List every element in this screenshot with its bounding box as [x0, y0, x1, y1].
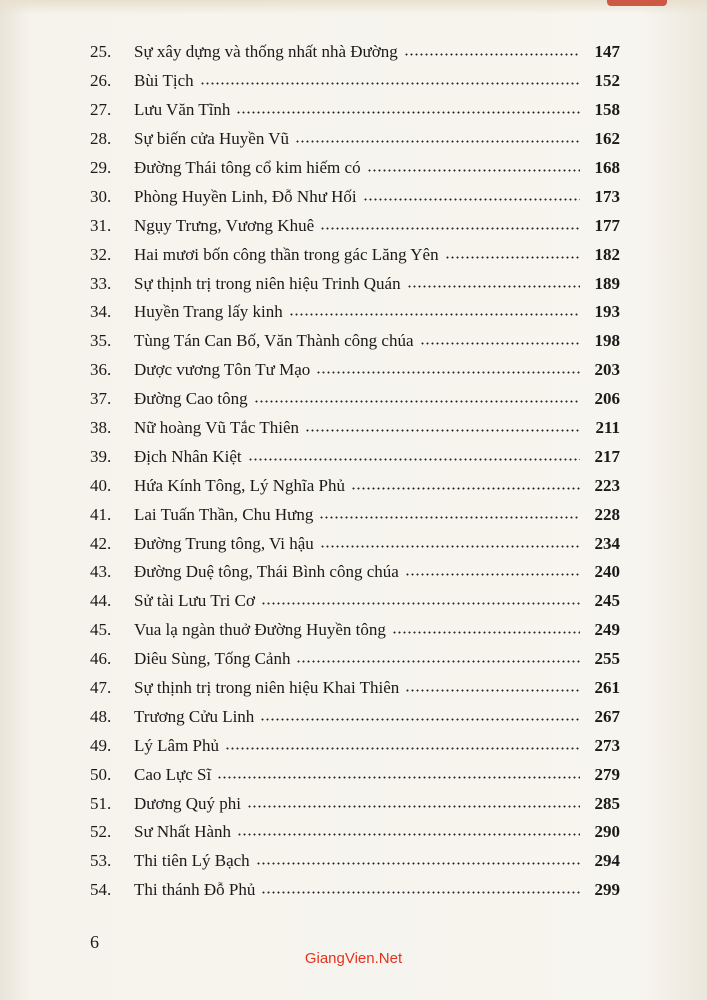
toc-entry-title: Vua lạ ngàn thuở Đường Huyền tông [134, 620, 386, 640]
toc-entry-title: Lưu Văn Tĩnh [134, 100, 231, 120]
toc-entry-number: 52. [90, 822, 112, 842]
toc-entry-page: 211 [595, 418, 620, 438]
toc-entry-number: 41. [90, 504, 112, 524]
toc-entry-title: Sự biến cửa Huyền Vũ [134, 129, 290, 149]
toc-entry [90, 356, 620, 385]
toc-entry-page: 162 [594, 129, 620, 149]
toc-entry-page: 255 [594, 649, 620, 669]
toc-entry [90, 818, 620, 847]
toc-entry [90, 645, 620, 674]
toc-entry [90, 96, 620, 125]
toc-entry-page: 189 [594, 273, 620, 293]
dot-leader [320, 542, 580, 550]
page-top-edge [0, 0, 707, 14]
toc-entry-page: 203 [594, 360, 620, 380]
toc-entry-number: 47. [90, 678, 112, 698]
dot-leader [295, 138, 580, 146]
toc-entry-number: 25. [90, 42, 112, 62]
toc-entry-number: 26. [90, 71, 112, 91]
dot-leader [289, 311, 580, 319]
toc-entry-number: 28. [90, 129, 112, 149]
toc-entry-title: Đường Cao tông [134, 389, 248, 409]
toc-entry-title: Sự thịnh trị trong niên hiệu Khai Thiên [134, 678, 400, 698]
toc-entry-page: 177 [594, 215, 620, 235]
toc-entry-title: Dương Quý phi [134, 793, 241, 813]
dot-leader [363, 195, 580, 203]
toc-entry-title: Phòng Huyền Linh, Đỗ Như Hối [134, 186, 357, 206]
toc-entry-title: Sự xây dựng và thống nhất nhà Đường [134, 42, 398, 62]
toc-entry-number: 54. [90, 880, 112, 900]
toc-entry [90, 298, 620, 327]
toc-entry-number: 42. [90, 533, 112, 553]
toc-entry-number: 37. [90, 389, 112, 409]
toc-entry-page: 279 [594, 764, 620, 784]
watermark: GiangVien.Net [304, 950, 403, 967]
toc-entry [90, 269, 620, 298]
toc-entry [90, 327, 620, 356]
toc-entry [90, 154, 620, 183]
toc-entry [90, 529, 620, 558]
toc-entry-number: 40. [90, 475, 112, 495]
dot-leader [405, 686, 580, 694]
toc-entry-page: 223 [594, 475, 620, 495]
toc-entry-number: 35. [90, 331, 112, 351]
toc-entry [90, 385, 620, 414]
dot-leader [367, 166, 580, 174]
toc-entry-page: 290 [594, 822, 620, 842]
table-of-contents [90, 38, 620, 905]
toc-entry-page: 147 [594, 42, 620, 62]
dot-leader [305, 426, 580, 434]
toc-entry-number: 29. [90, 158, 112, 177]
toc-entry-title: Tùng Tán Can Bố, Văn Thành công chúa [134, 331, 414, 351]
dot-leader [405, 571, 580, 579]
toc-entry-title: Ngụy Trưng, Vương Khuê [134, 215, 315, 235]
toc-entry-number: 51. [90, 793, 112, 813]
dot-leader [256, 860, 580, 868]
toc-entry-number: 30. [90, 186, 112, 206]
toc-entry-title: Trương Cửu Linh [134, 706, 255, 726]
dot-leader [319, 513, 580, 521]
toc-entry-page: 299 [594, 880, 620, 900]
toc-entry-number: 39. [90, 446, 112, 466]
toc-entry-number: 36. [90, 360, 112, 380]
toc-entry-number: 38. [90, 418, 112, 438]
toc-entry-page: 267 [594, 706, 620, 726]
toc-entry-page: 273 [594, 735, 620, 755]
cover-edge-mark [607, 0, 667, 6]
dot-leader [236, 109, 580, 117]
toc-entry-number: 27. [90, 100, 112, 120]
dot-leader [420, 340, 580, 348]
dot-leader [445, 253, 580, 261]
toc-entry [90, 876, 620, 905]
toc-entry-title: Hứa Kính Tông, Lý Nghĩa Phủ [134, 475, 345, 495]
toc-entry-number: 46. [90, 649, 112, 669]
toc-entry [90, 500, 620, 529]
dot-leader [225, 744, 580, 752]
toc-entry [90, 674, 620, 703]
toc-entry-title: Lai Tuấn Thần, Chu Hưng [134, 504, 314, 524]
toc-entry [90, 760, 620, 789]
toc-entry-title: Hai mươi bốn công thần trong gác Lăng Yên [134, 244, 439, 264]
toc-entry-number: 45. [90, 620, 112, 640]
toc-entry-page: 152 [594, 71, 620, 91]
toc-entry [90, 471, 620, 500]
toc-entry-page: 261 [594, 678, 620, 698]
toc-entry-title: Thi tiên Lý Bạch [134, 851, 250, 871]
toc-entry-title: Thi thánh Đỗ Phủ [134, 880, 256, 900]
toc-entry-page: 217 [594, 446, 620, 466]
toc-entry-number: 49. [90, 735, 112, 755]
toc-entry-number: 32. [90, 244, 112, 264]
dot-leader [261, 600, 580, 608]
toc-entry [90, 38, 620, 67]
dot-leader [260, 715, 580, 723]
toc-entry [90, 240, 620, 269]
toc-entry-page: 285 [594, 793, 620, 813]
toc-entry [90, 211, 620, 240]
toc-entry-page: 168 [594, 158, 620, 177]
toc-entry [90, 125, 620, 154]
dot-leader [351, 484, 580, 492]
toc-entry-title: Diêu Sùng, Tống Cảnh [134, 649, 291, 669]
toc-entry [90, 182, 620, 211]
toc-entry [90, 789, 620, 818]
dot-leader [296, 658, 580, 666]
dot-leader [407, 282, 580, 290]
page-number: 6 [90, 932, 99, 952]
toc-entry-title: Sư Nhất Hành [134, 822, 232, 842]
toc-entry-title: Lý Lâm Phủ [134, 735, 219, 755]
toc-entry-page: 182 [594, 244, 620, 264]
toc-entry-title: Huyền Trang lấy kinh [134, 302, 283, 322]
toc-entry [90, 558, 620, 587]
toc-entry-title: Dược vương Tôn Tư Mạo [134, 360, 311, 380]
toc-entry-page: 193 [594, 302, 620, 322]
toc-entry-number: 31. [90, 215, 112, 235]
toc-entry-title: Đường Trung tông, Vi hậu [134, 533, 314, 553]
toc-entry-title: Sự thịnh trị trong niên hiệu Trinh Quán [134, 273, 401, 293]
toc-entry-page: 173 [594, 186, 620, 206]
toc-entry [90, 731, 620, 760]
toc-entry [90, 67, 620, 96]
toc-entry-number: 44. [90, 591, 112, 611]
toc-entry-number: 43. [90, 562, 112, 582]
toc-entry-title: Cao Lực Sĩ [134, 764, 212, 784]
toc-entry-number: 50. [90, 764, 112, 784]
dot-leader [320, 224, 580, 232]
toc-entry-number: 48. [90, 706, 112, 726]
dot-leader [237, 831, 580, 839]
toc-entry-title: Nữ hoàng Vũ Tắc Thiên [134, 418, 300, 438]
toc-entry-number: 34. [90, 302, 112, 322]
dot-leader [200, 80, 580, 88]
toc-entry-page: 294 [594, 851, 620, 871]
toc-entry-title: Sử tài Lưu Tri Cơ [134, 591, 255, 611]
toc-entry-page: 228 [594, 504, 620, 524]
toc-entry [90, 587, 620, 616]
toc-entry [90, 442, 620, 471]
toc-entry-page: 245 [594, 591, 620, 611]
dot-leader [217, 773, 580, 781]
dot-leader [247, 802, 580, 810]
toc-entry-title: Bùi Tịch [134, 71, 194, 91]
toc-entry [90, 847, 620, 876]
dot-leader [392, 629, 580, 637]
toc-entry-page: 206 [594, 389, 620, 409]
dot-leader [404, 51, 580, 59]
toc-entry-page: 198 [594, 331, 620, 351]
toc-entry-title: Đường Thái tông cổ kim hiếm có [134, 158, 361, 177]
toc-entry-page: 249 [594, 620, 620, 640]
dot-leader [248, 455, 580, 463]
dot-leader [261, 889, 580, 897]
toc-entry-number: 33. [90, 273, 112, 293]
toc-entry [90, 414, 620, 443]
toc-entry [90, 616, 620, 645]
toc-entry [90, 702, 620, 731]
toc-entry-title: Đường Duệ tông, Thái Bình công chúa [134, 562, 399, 582]
toc-entry-page: 158 [594, 100, 620, 120]
toc-entry-page: 234 [594, 533, 620, 553]
dot-leader [254, 398, 580, 406]
toc-entry-title: Địch Nhân Kiệt [134, 446, 242, 466]
toc-entry-page: 240 [594, 562, 620, 582]
dot-leader [316, 369, 580, 377]
toc-entry-number: 53. [90, 851, 112, 871]
